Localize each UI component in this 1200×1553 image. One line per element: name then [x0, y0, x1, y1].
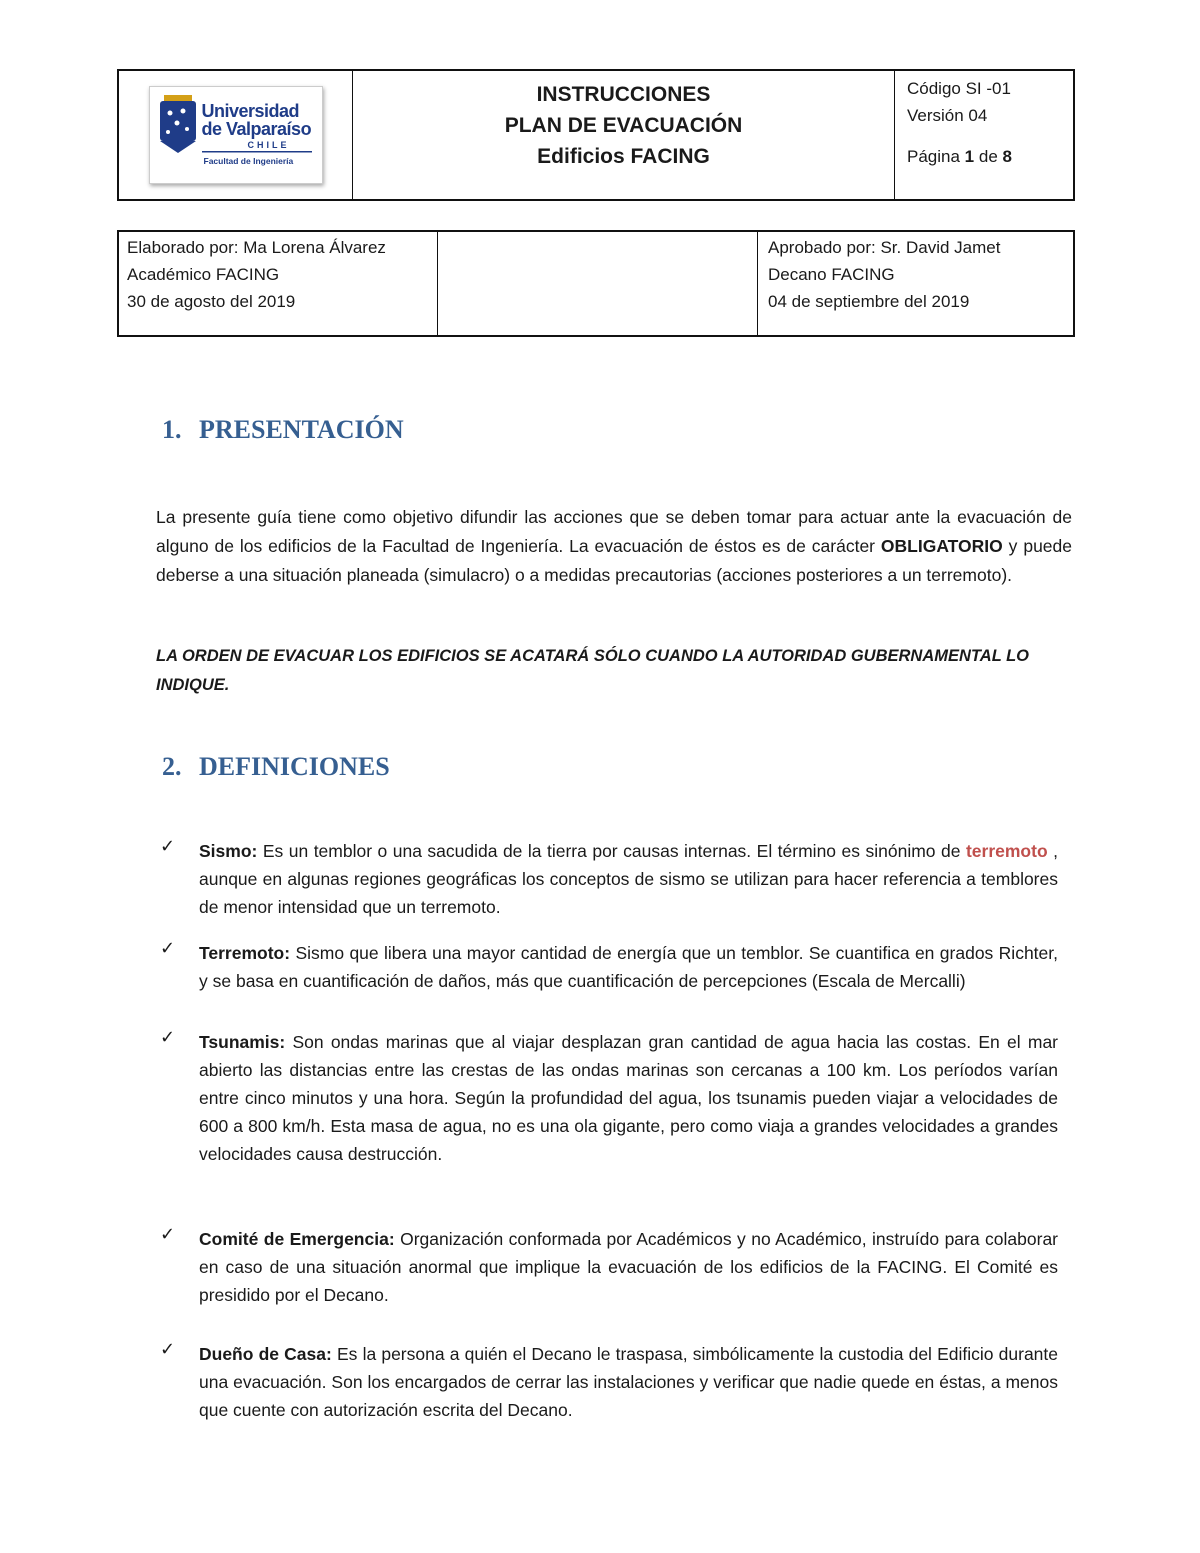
doc-title-2: PLAN DE EVACUACIÓN — [504, 114, 743, 137]
elaborado-cell — [119, 232, 438, 335]
section-title: DEFINICIONES — [199, 752, 390, 781]
check-icon: ✓ — [160, 1339, 176, 1359]
aprobado-cell — [758, 232, 1073, 335]
elaborado-role: Académico FACING — [127, 265, 280, 284]
warning-paragraph: LA ORDEN DE EVACUAR LOS EDIFICIOS SE ACATARÁ SÓLO CUANDO LA AUTORIDAD GUBERNAMENTAL LO INDIQUE. — [156, 647, 1029, 694]
elaborado-by: Elaborado por: Ma Lorena Álvarez — [127, 238, 386, 257]
page-label: Página — [907, 147, 960, 166]
title-cell — [353, 71, 895, 199]
list-item — [160, 837, 1058, 921]
presentacion-paragraph — [156, 503, 1072, 590]
term: Tsunamis: — [199, 1032, 286, 1052]
code-cell — [895, 71, 1073, 199]
doc-title-3: Edificios FACING — [537, 145, 710, 168]
definition-text: Sismo que libera una mayor cantidad de energía que un temblor. Se cuantifica en grados Richter, y se basa en cuantificación de daños, más que cuantificación de percepciones (Escala de Mercalli) — [199, 943, 1058, 991]
term: Dueño de Casa: — [199, 1344, 332, 1364]
logo-cell — [119, 71, 353, 199]
paragraph-text-end: y puede deberse a una situación planeada (simulacro) o a medidas precautorias (acciones posteriores a un terremoto). — [156, 536, 1073, 585]
list-item — [160, 1028, 1058, 1168]
page-indicator — [907, 143, 1073, 170]
check-icon: ✓ — [160, 938, 176, 958]
list-item — [160, 1340, 1058, 1424]
term: Comité de Emergencia: — [199, 1229, 395, 1249]
check-icon: ✓ — [160, 836, 176, 856]
paragraph-text: La presente guía tiene como objetivo difundir las acciones que se deben tomar para actuar ante la evacuación de alguno de los edificios de la Facultad de Ingeniería. La evacuación de éstos es de carácter — [156, 507, 1072, 556]
definition-text: Es un temblor o una sacudida de la tierra por causas internas. El término es sinónimo de — [257, 841, 966, 861]
approval-table — [117, 230, 1075, 337]
university-logo — [149, 86, 323, 184]
list-item — [160, 939, 1058, 995]
term: Terremoto: — [199, 943, 291, 963]
aprobado-by: Aprobado por: Sr. David Jamet — [768, 238, 1001, 257]
definition-text-end: , aunque en algunas regiones geográficas los conceptos de sismo se utilizan para hacer referencia a temblores de menor intensidad que un terremoto. — [199, 841, 1058, 917]
header-table — [117, 69, 1075, 201]
logo-text-chile: CHILE — [247, 140, 290, 150]
aprobado-date: 04 de septiembre del 2019 — [768, 292, 970, 311]
page-number: 1 — [964, 147, 975, 166]
check-icon: ✓ — [160, 1224, 176, 1244]
doc-version: Versión 04 — [907, 106, 988, 125]
section-number: 1. — [162, 415, 182, 444]
doc-code: Código SI -01 — [907, 79, 1011, 98]
page-total: 8 — [1002, 147, 1012, 166]
page-of: de — [978, 147, 998, 166]
definition-text: Son ondas marinas que al viajar desplazan gran cantidad de agua hacia las costas. En el mar abierto las distancias entre las crestas de las ondas marinas son cercanas a 100 km. Los períodos varían entre cinco minutos y una hora. Según la profundidad del agua, los tsunamis pueden viajar a velocidades de 600 a 800 km/h. Esta masa de agua, no es una ola gigante, pero como viaja a grandes velocidades a grandes velocidades causa destrucción. — [199, 1032, 1058, 1164]
section-title: PRESENTACIÓN — [199, 415, 404, 444]
section-heading-definiciones — [162, 752, 390, 782]
elaborado-date: 30 de agosto del 2019 — [127, 292, 296, 311]
section-heading-presentacion — [162, 415, 404, 445]
doc-title-1: INSTRUCCIONES — [536, 83, 711, 106]
terremoto-link[interactable]: terremoto — [965, 841, 1048, 861]
list-item — [160, 1225, 1058, 1309]
aprobado-role: Decano FACING — [768, 265, 895, 284]
definition-text: Organización conformada por Académicos y no Académico, instruído para colaborar en caso de una situación anormal que implique la evacuación de los edificios de la FACING. El Comité es presidido por el Decano. — [199, 1229, 1058, 1305]
logo-text-university: Universidad — [201, 101, 300, 121]
logo-text-faculty: Facultad de Ingeniería — [203, 156, 294, 166]
section-number: 2. — [162, 752, 182, 781]
logo-text-valparaiso: de Valparaíso — [201, 119, 312, 139]
definition-text: Es la persona a quién el Decano le traspasa, simbólicamente la custodia del Edificio durante una evacuación. Son los encargados de cerrar las instalaciones y verificar que nadie quede en éstas, a menos que cuente con autorización escrita del Decano. — [199, 1344, 1059, 1420]
term: Sismo: — [199, 841, 258, 861]
paragraph-bold: OBLIGATORIO — [880, 536, 1003, 556]
check-icon: ✓ — [160, 1027, 176, 1047]
empty-cell — [438, 232, 758, 335]
